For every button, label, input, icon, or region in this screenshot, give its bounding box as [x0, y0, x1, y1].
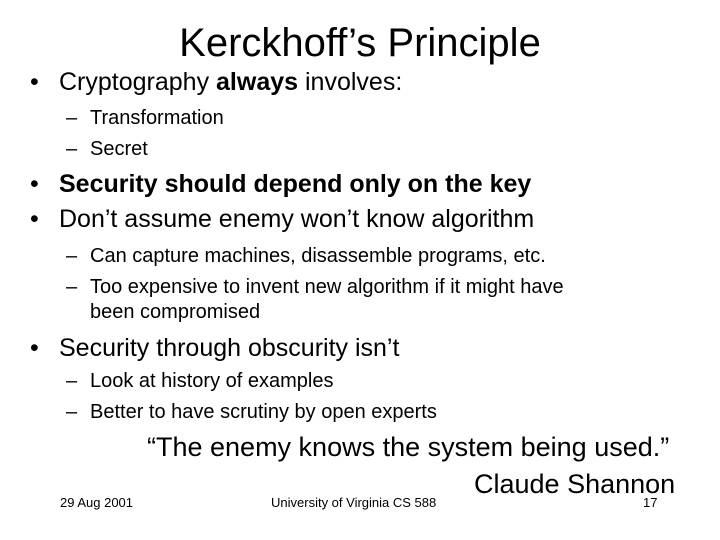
bullet-marker: •: [30, 334, 39, 362]
bullet-text-suffix: involves:: [298, 68, 403, 96]
bullet-obscurity: [30, 334, 399, 363]
dash-marker: –: [66, 401, 78, 423]
footer-date: 29 Aug 2001: [60, 495, 134, 510]
dash-marker: –: [66, 138, 78, 160]
quote-author: Claude Shannon: [474, 469, 676, 499]
sub-bullet-text: Can capture machines, disassemble programs, etc.: [90, 245, 546, 267]
bullet-marker: •: [30, 170, 39, 198]
sub-bullet-text: Secret: [90, 138, 148, 160]
bullet-algorithm: [30, 205, 534, 234]
sub-bullet-capture: [66, 245, 546, 268]
bullet-text-emphasis: always: [216, 68, 299, 96]
sub-bullet-text: Transformation: [90, 107, 224, 129]
sub-bullet-text: Better to have scrutiny by open experts: [90, 401, 437, 423]
dash-marker: –: [66, 107, 78, 129]
sub-bullet-continuation: been compromised: [90, 301, 261, 323]
bullet-text: Security should depend only on the key: [59, 170, 532, 198]
sub-bullet-scrutiny: [66, 401, 437, 424]
footer-course: University of Virginia CS 588: [271, 495, 437, 510]
bullet-text: Don’t assume enemy won’t know algorithm: [59, 205, 535, 233]
bullet-marker: •: [30, 68, 39, 96]
bullet-cryptography: [30, 68, 402, 97]
quote: “The enemy knows the system being used.”: [147, 432, 670, 462]
sub-bullet-history: [66, 370, 333, 393]
bullet-security-key: [30, 170, 531, 199]
sub-bullet-secret: [66, 138, 148, 161]
sub-bullet-expensive: [66, 276, 564, 299]
sub-bullet-text: Too expensive to invent new algorithm if it might have: [90, 276, 564, 298]
dash-marker: –: [66, 370, 78, 392]
page-number: 17: [643, 495, 658, 510]
dash-marker: –: [66, 245, 78, 267]
bullet-text-prefix: Cryptography: [59, 68, 217, 96]
sub-bullet-text: Look at history of examples: [90, 370, 334, 392]
bullet-marker: •: [30, 205, 39, 233]
sub-bullet-transformation: [66, 107, 224, 130]
dash-marker: –: [66, 276, 78, 298]
bullet-text: Security through obscurity isn’t: [59, 334, 400, 362]
slide-title: Kerckhoff’s Principle: [179, 21, 541, 65]
